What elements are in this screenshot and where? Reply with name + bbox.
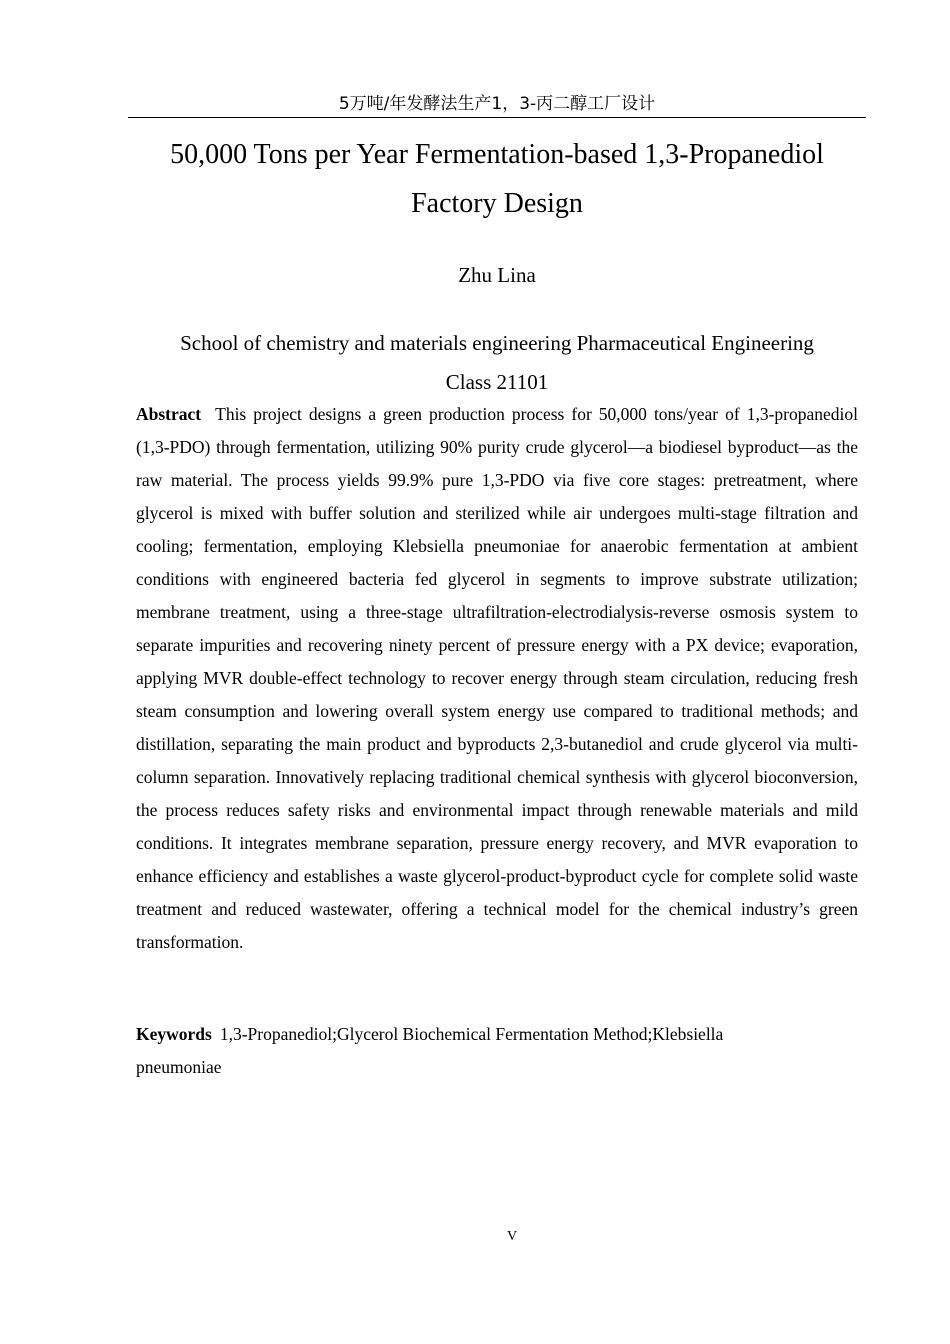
keywords-text: 1,3-Propanediol;Glycerol Biochemical Fermentation Method;Klebsiella pneumoniae: [136, 1024, 724, 1077]
affiliation: [150, 324, 844, 402]
running-header: 5万吨/年发酵法生产1，3-丙二醇工厂设计: [338, 94, 656, 114]
abstract-text: This project designs a green production process for 50,000 tons/year of 1,3-propanediol (1,3-PDO) through fermentation, utilizing 90% purity crude glycerol—a biodiesel byproduct—as the raw material. The process yields 99.9% pure 1,3-PDO via five core stages: pretreatment, where glycerol is mixed with buffer solution and sterilized while air undergoes multi-stage filtration and cooling; fermentation, employing Klebsiella pneumoniae for anaerobic fermentation at ambient conditions with engineered bacteria fed glycerol in segments to improve substrate utilization; membrane treatment, using a three-stage ultrafiltration-electrodialysis-reverse osmosis system to separate impurities and recovering ninety percent of pressure energy with a PX device; evaporation, applying MVR double-effect technology to recover energy through steam circulation, reducing fresh steam consumption and lowering overall system energy use compared to traditional methods; and distillation, separating the main product and byproducts 2,3-butanediol and crude glycerol via multi-column separation. Innovatively replacing traditional chemical synthesis with glycerol bioconversion, the process reduces safety risks and environmental impact through renewable materials and mild conditions. It integrates membrane separation, pressure energy recovery, and MVR evaporation to enhance efficiency and establishes a waste glycerol-product-byproduct cycle for complete solid waste treatment and reduced wastewater, offering a technical model for the chemical industry’s green transformation.: [136, 404, 858, 952]
keywords-label: Keywords: [136, 1024, 212, 1044]
title-line-1: 50,000 Tons per Year Fermentation-based 1,3-Propanediol: [170, 139, 824, 170]
affiliation-line-2: Class 21101: [445, 370, 549, 394]
abstract-label: Abstract: [136, 404, 202, 424]
page-number: V: [506, 1229, 518, 1244]
document-title: [128, 130, 866, 228]
keywords-paragraph: [136, 1018, 796, 1084]
abstract-paragraph: [136, 398, 858, 959]
header-rule: [128, 117, 866, 118]
title-line-2: Factory Design: [411, 188, 583, 219]
author-name: Zhu Lina: [458, 263, 536, 287]
affiliation-line-1: School of chemistry and materials engineering Pharmaceutical Engineering: [180, 331, 814, 355]
